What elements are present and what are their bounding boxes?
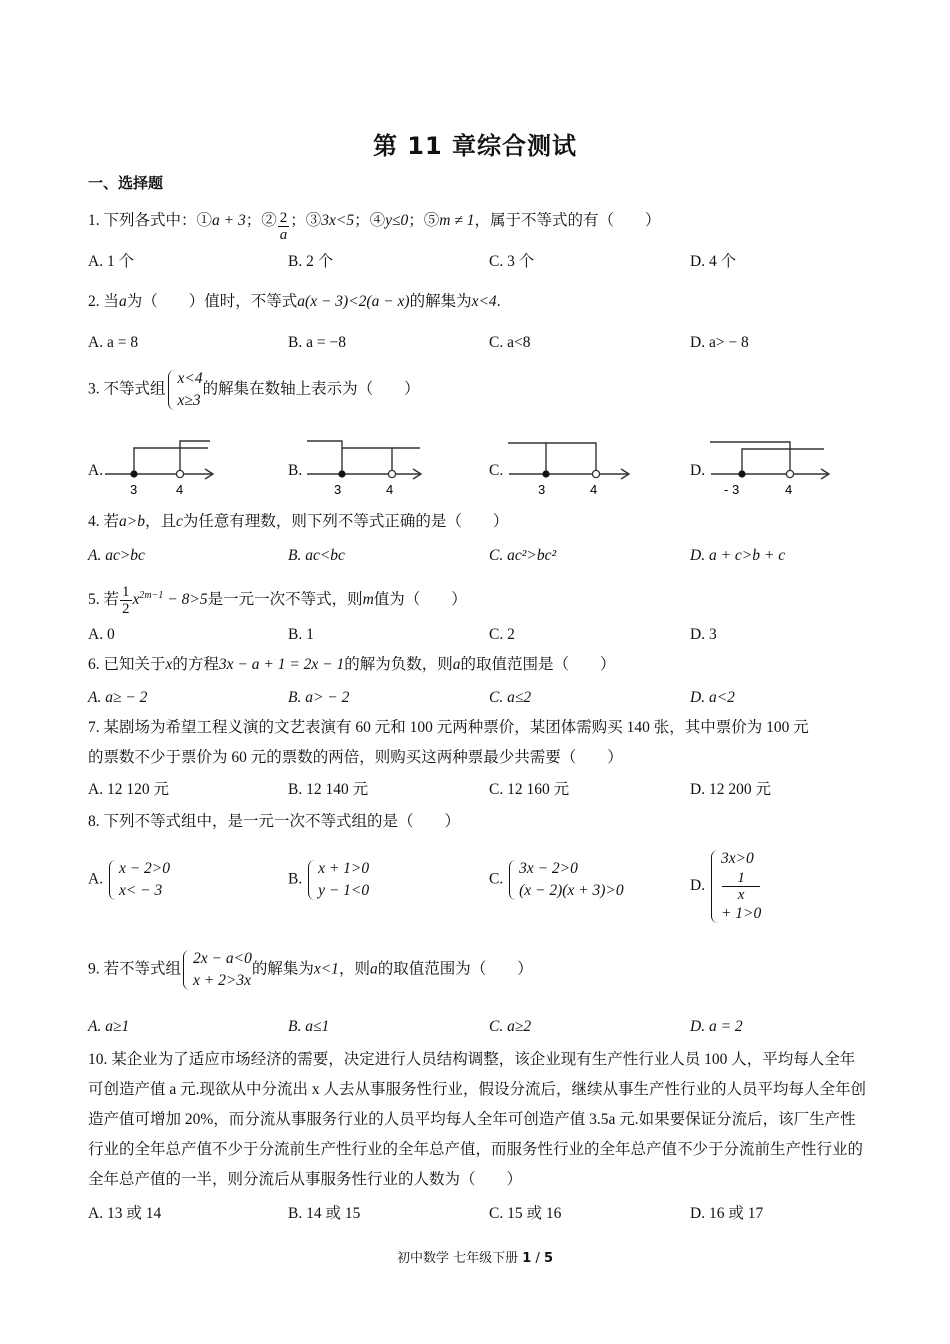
q1-frac-den: a bbox=[279, 227, 288, 243]
q10-option-a: A. 13 或 14 bbox=[88, 1205, 162, 1222]
graph-a-label-4: 4 bbox=[176, 482, 184, 497]
q1-option-b: B. 2 个 bbox=[288, 253, 334, 270]
q5-frac-den: 2 bbox=[122, 601, 130, 617]
footer-page-number: 1 bbox=[522, 1251, 532, 1266]
q7-option-d: D. 12 200 元 bbox=[690, 781, 771, 798]
q8-option-a bbox=[88, 858, 170, 902]
q5-text: 是一元一次不等式，则 bbox=[207, 591, 363, 609]
graph-c-label-3: 3 bbox=[538, 482, 546, 497]
q9-option-c: C. a≥2 bbox=[489, 1018, 532, 1035]
q8-c-line-1: 3x − 2>0 bbox=[519, 860, 578, 877]
q6-text: 6. 已知关于 bbox=[88, 656, 166, 673]
page-title: 第 11 章综合测试 bbox=[372, 132, 578, 160]
q1-text: ；④ bbox=[354, 212, 386, 229]
q5-option-d: D. 3 bbox=[690, 626, 717, 643]
q1-text: ；⑤ bbox=[408, 212, 440, 229]
q9-system bbox=[181, 948, 252, 992]
q7-option-a: A. 12 120 元 bbox=[88, 781, 169, 798]
q5-base: x bbox=[132, 591, 140, 609]
q2-var: a bbox=[119, 293, 127, 310]
q2-text: . bbox=[496, 293, 501, 310]
q4-text: 4. 若 bbox=[88, 513, 120, 530]
q2-text: 2. 当 bbox=[88, 293, 120, 310]
q8-d-fraction bbox=[722, 870, 760, 903]
q5-exponent: 2m−1 bbox=[139, 589, 164, 601]
q8-b-line-1: x + 1>0 bbox=[318, 860, 370, 877]
q7-line-1: 7. 某剧场为希望工程义演的文艺表演有 60 元和 100 元两种票价，某团体需购买 140 张，其中票价为 100 元 bbox=[88, 719, 809, 736]
q1-text: ，属于不等式的有（ ） bbox=[474, 212, 661, 229]
footer-separator: / bbox=[531, 1251, 544, 1266]
q8-d-line-1: 3x>0 bbox=[720, 850, 754, 867]
q8-d-line-2 bbox=[721, 870, 761, 925]
q2-text: 的解集为 bbox=[409, 293, 472, 310]
q7-line-2: 的票数不少于票价为 60 元的票数的两倍，则购买这两种票最少共需要（ ） bbox=[88, 749, 623, 766]
q1-text: 1. 下列各式中：① bbox=[88, 212, 213, 229]
q5-option-b: B. 1 bbox=[288, 626, 314, 643]
question-4 bbox=[88, 512, 508, 532]
q1-text: ；③ bbox=[290, 212, 322, 229]
q8-c-system bbox=[507, 858, 624, 902]
q8-d-system bbox=[709, 848, 761, 925]
q9-option-d: D. a = 2 bbox=[690, 1018, 743, 1035]
q4-var: c bbox=[176, 513, 183, 530]
q2-inequality: a(x − 3)<2(a − x) bbox=[297, 293, 410, 310]
q1-text: ；② bbox=[245, 212, 277, 229]
q9-var: a bbox=[369, 960, 378, 978]
q8-d-frac-den: x bbox=[737, 887, 745, 903]
q8-option-d bbox=[690, 848, 761, 925]
q3-line-1: x<4 bbox=[177, 370, 203, 387]
q8-b-system bbox=[306, 858, 369, 902]
q3-line-2: x≥3 bbox=[177, 392, 201, 409]
graph-b-label-4: 4 bbox=[386, 482, 394, 497]
question-9 bbox=[88, 948, 533, 992]
footer-subject: 初中数学 七年级下册 bbox=[396, 1251, 519, 1266]
q2-text: 为（ ）值时，不等式 bbox=[126, 293, 298, 310]
q8-c-line-2: (x − 2)(x + 3)>0 bbox=[519, 882, 624, 899]
q6-var: x bbox=[165, 656, 173, 673]
q1-option-c: C. 3 个 bbox=[489, 253, 535, 270]
q9-solution: x<1 bbox=[313, 960, 339, 978]
question-5 bbox=[88, 584, 467, 617]
q6-text: 的解为负数，则 bbox=[344, 656, 453, 673]
q2-solution: x<4 bbox=[471, 293, 497, 310]
section-heading: 一、选择题 bbox=[88, 174, 164, 192]
q9-text: 的取值范围为（ ） bbox=[377, 960, 533, 978]
q8-a-line-1: x − 2>0 bbox=[118, 860, 171, 877]
q8-option-b bbox=[288, 858, 369, 902]
q10-option-b: B. 14 或 15 bbox=[288, 1205, 361, 1222]
q3-text: 的解集在数轴上表示为（ ） bbox=[202, 380, 420, 398]
q10-option-c: C. 15 或 16 bbox=[489, 1205, 562, 1222]
graph-c-label-4: 4 bbox=[590, 482, 598, 497]
q9-option-b: B. a≤1 bbox=[288, 1018, 330, 1035]
q6-equation: 3x − a + 1 = 2x − 1 bbox=[218, 656, 345, 673]
q7-option-b: B. 12 140 元 bbox=[288, 781, 369, 798]
q1-expr-4: y≤0 bbox=[385, 212, 409, 229]
q8-b-line-2: y − 1<0 bbox=[318, 882, 370, 899]
q5-option-a: A. 0 bbox=[88, 626, 115, 643]
q3-option-c-label: C. bbox=[489, 462, 504, 479]
q10-option-d: D. 16 或 17 bbox=[690, 1205, 764, 1222]
graph-d-label-neg3: - 3 bbox=[724, 482, 740, 497]
q8-d-label: D. bbox=[690, 877, 706, 895]
q1-fraction bbox=[278, 210, 290, 243]
q5-option-c: C. 2 bbox=[489, 626, 515, 643]
question-6 bbox=[88, 655, 616, 675]
q8-c-label: C. bbox=[489, 870, 504, 888]
q2-option-d: D. a> − 8 bbox=[690, 334, 749, 351]
q3-numberline-c bbox=[504, 436, 634, 498]
q3-numberline-b bbox=[302, 436, 427, 498]
q2-option-c: C. a<8 bbox=[489, 334, 531, 351]
q9-line-1: 2x − a<0 bbox=[193, 950, 252, 967]
q9-line-2: x + 2>3x bbox=[193, 972, 251, 989]
q1-frac-num: 2 bbox=[279, 210, 288, 226]
q3-numberline-d bbox=[706, 436, 836, 498]
q4-option-a: A. ac>bc bbox=[88, 547, 145, 564]
q5-var: m bbox=[362, 591, 374, 609]
footer-page-total: 5 bbox=[543, 1251, 554, 1266]
q6-option-b: B. a> − 2 bbox=[288, 689, 350, 706]
q4-text: ，且 bbox=[144, 513, 176, 530]
q8-d-line-2-rest: + 1>0 bbox=[720, 905, 762, 922]
q6-option-d: D. a<2 bbox=[690, 689, 735, 706]
q4-option-b: B. ac<bc bbox=[288, 547, 345, 564]
q4-text: 为任意有理数，则下列不等式正确的是（ ） bbox=[182, 513, 509, 530]
question-2 bbox=[88, 292, 501, 312]
q6-text: 的取值范围是（ ） bbox=[460, 656, 616, 673]
q6-option-a: A. a≥ − 2 bbox=[88, 689, 148, 706]
q1-option-d: D. 4 个 bbox=[690, 253, 737, 270]
q5-fraction bbox=[120, 584, 132, 617]
q3-option-a-label: A. bbox=[88, 462, 104, 479]
question-3 bbox=[88, 368, 420, 412]
q1-option-a: A. 1 个 bbox=[88, 253, 135, 270]
graph-b-label-3: 3 bbox=[334, 482, 342, 497]
q3-option-d-label: D. bbox=[690, 462, 706, 479]
q3-option-b-label: B. bbox=[288, 462, 303, 479]
q8-option-c bbox=[489, 858, 624, 902]
q4-option-c: C. ac²>bc² bbox=[489, 547, 557, 564]
question-10: 10. 某企业为了适应市场经济的需要，决定进行人员结构调整，该企业现有生产性行业人员 100 人，平均每人全年可创造产值 a 元.现欲从中分流出 x 人去从事服务性行业，假设分流后，继续从事生产性行业的人员平均每人全年创造产值可增加 20%，而分流从事服务行业的人员平均每人全年可创造产值 3.5a 元.如果要保证分流后，该厂生产性行业的全年总产值不少于分流前生产性行业的全年总产值，而服务性行业的全年总产值不少于分流前生产性行业的全年总产值的一半，则分流后从事服务性行业的人数为（ ） bbox=[88, 1051, 867, 1188]
q2-option-b: B. a = −8 bbox=[288, 334, 346, 351]
q8-a-line-2: x< − 3 bbox=[118, 882, 163, 899]
q5-frac-num: 1 bbox=[122, 584, 130, 600]
graph-a-label-3: 3 bbox=[130, 482, 138, 497]
q5-text: 值为（ ） bbox=[373, 591, 467, 609]
q4-condition: a>b bbox=[119, 513, 145, 530]
q7-option-c: C. 12 160 元 bbox=[489, 781, 570, 798]
q8-a-system bbox=[107, 858, 170, 902]
q1-expr-3: 3x<5 bbox=[321, 212, 355, 229]
page-footer bbox=[0, 1247, 950, 1266]
q1-expr-1: a + 3 bbox=[212, 212, 246, 229]
q5-text: 5. 若 bbox=[88, 591, 120, 609]
q9-text: ，则 bbox=[338, 960, 370, 978]
q8-a-label: A. bbox=[88, 870, 104, 888]
q8-b-label: B. bbox=[288, 870, 303, 888]
q1-expr-5: m ≠ 1 bbox=[439, 212, 475, 229]
q9-option-a: A. a≥1 bbox=[88, 1018, 130, 1035]
q3-text: 3. 不等式组 bbox=[88, 380, 166, 398]
q3-system bbox=[166, 368, 203, 412]
q3-numberline-a bbox=[100, 436, 225, 498]
q6-var-a: a bbox=[452, 656, 461, 673]
q4-option-d: D. a + c>b + c bbox=[690, 547, 786, 564]
q5-rest: − 8>5 bbox=[163, 591, 208, 609]
q9-text: 的解集为 bbox=[251, 960, 314, 978]
q6-option-c: C. a≤2 bbox=[489, 689, 532, 706]
q6-text: 的方程 bbox=[172, 656, 219, 673]
question-8: 8. 下列不等式组中，是一元一次不等式组的是（ ） bbox=[88, 813, 461, 830]
question-1 bbox=[88, 210, 661, 243]
q9-text: 9. 若不等式组 bbox=[88, 960, 182, 978]
q8-d-frac-num: 1 bbox=[722, 870, 760, 887]
graph-d-label-4: 4 bbox=[785, 482, 793, 497]
q2-option-a: A. a = 8 bbox=[88, 334, 139, 351]
